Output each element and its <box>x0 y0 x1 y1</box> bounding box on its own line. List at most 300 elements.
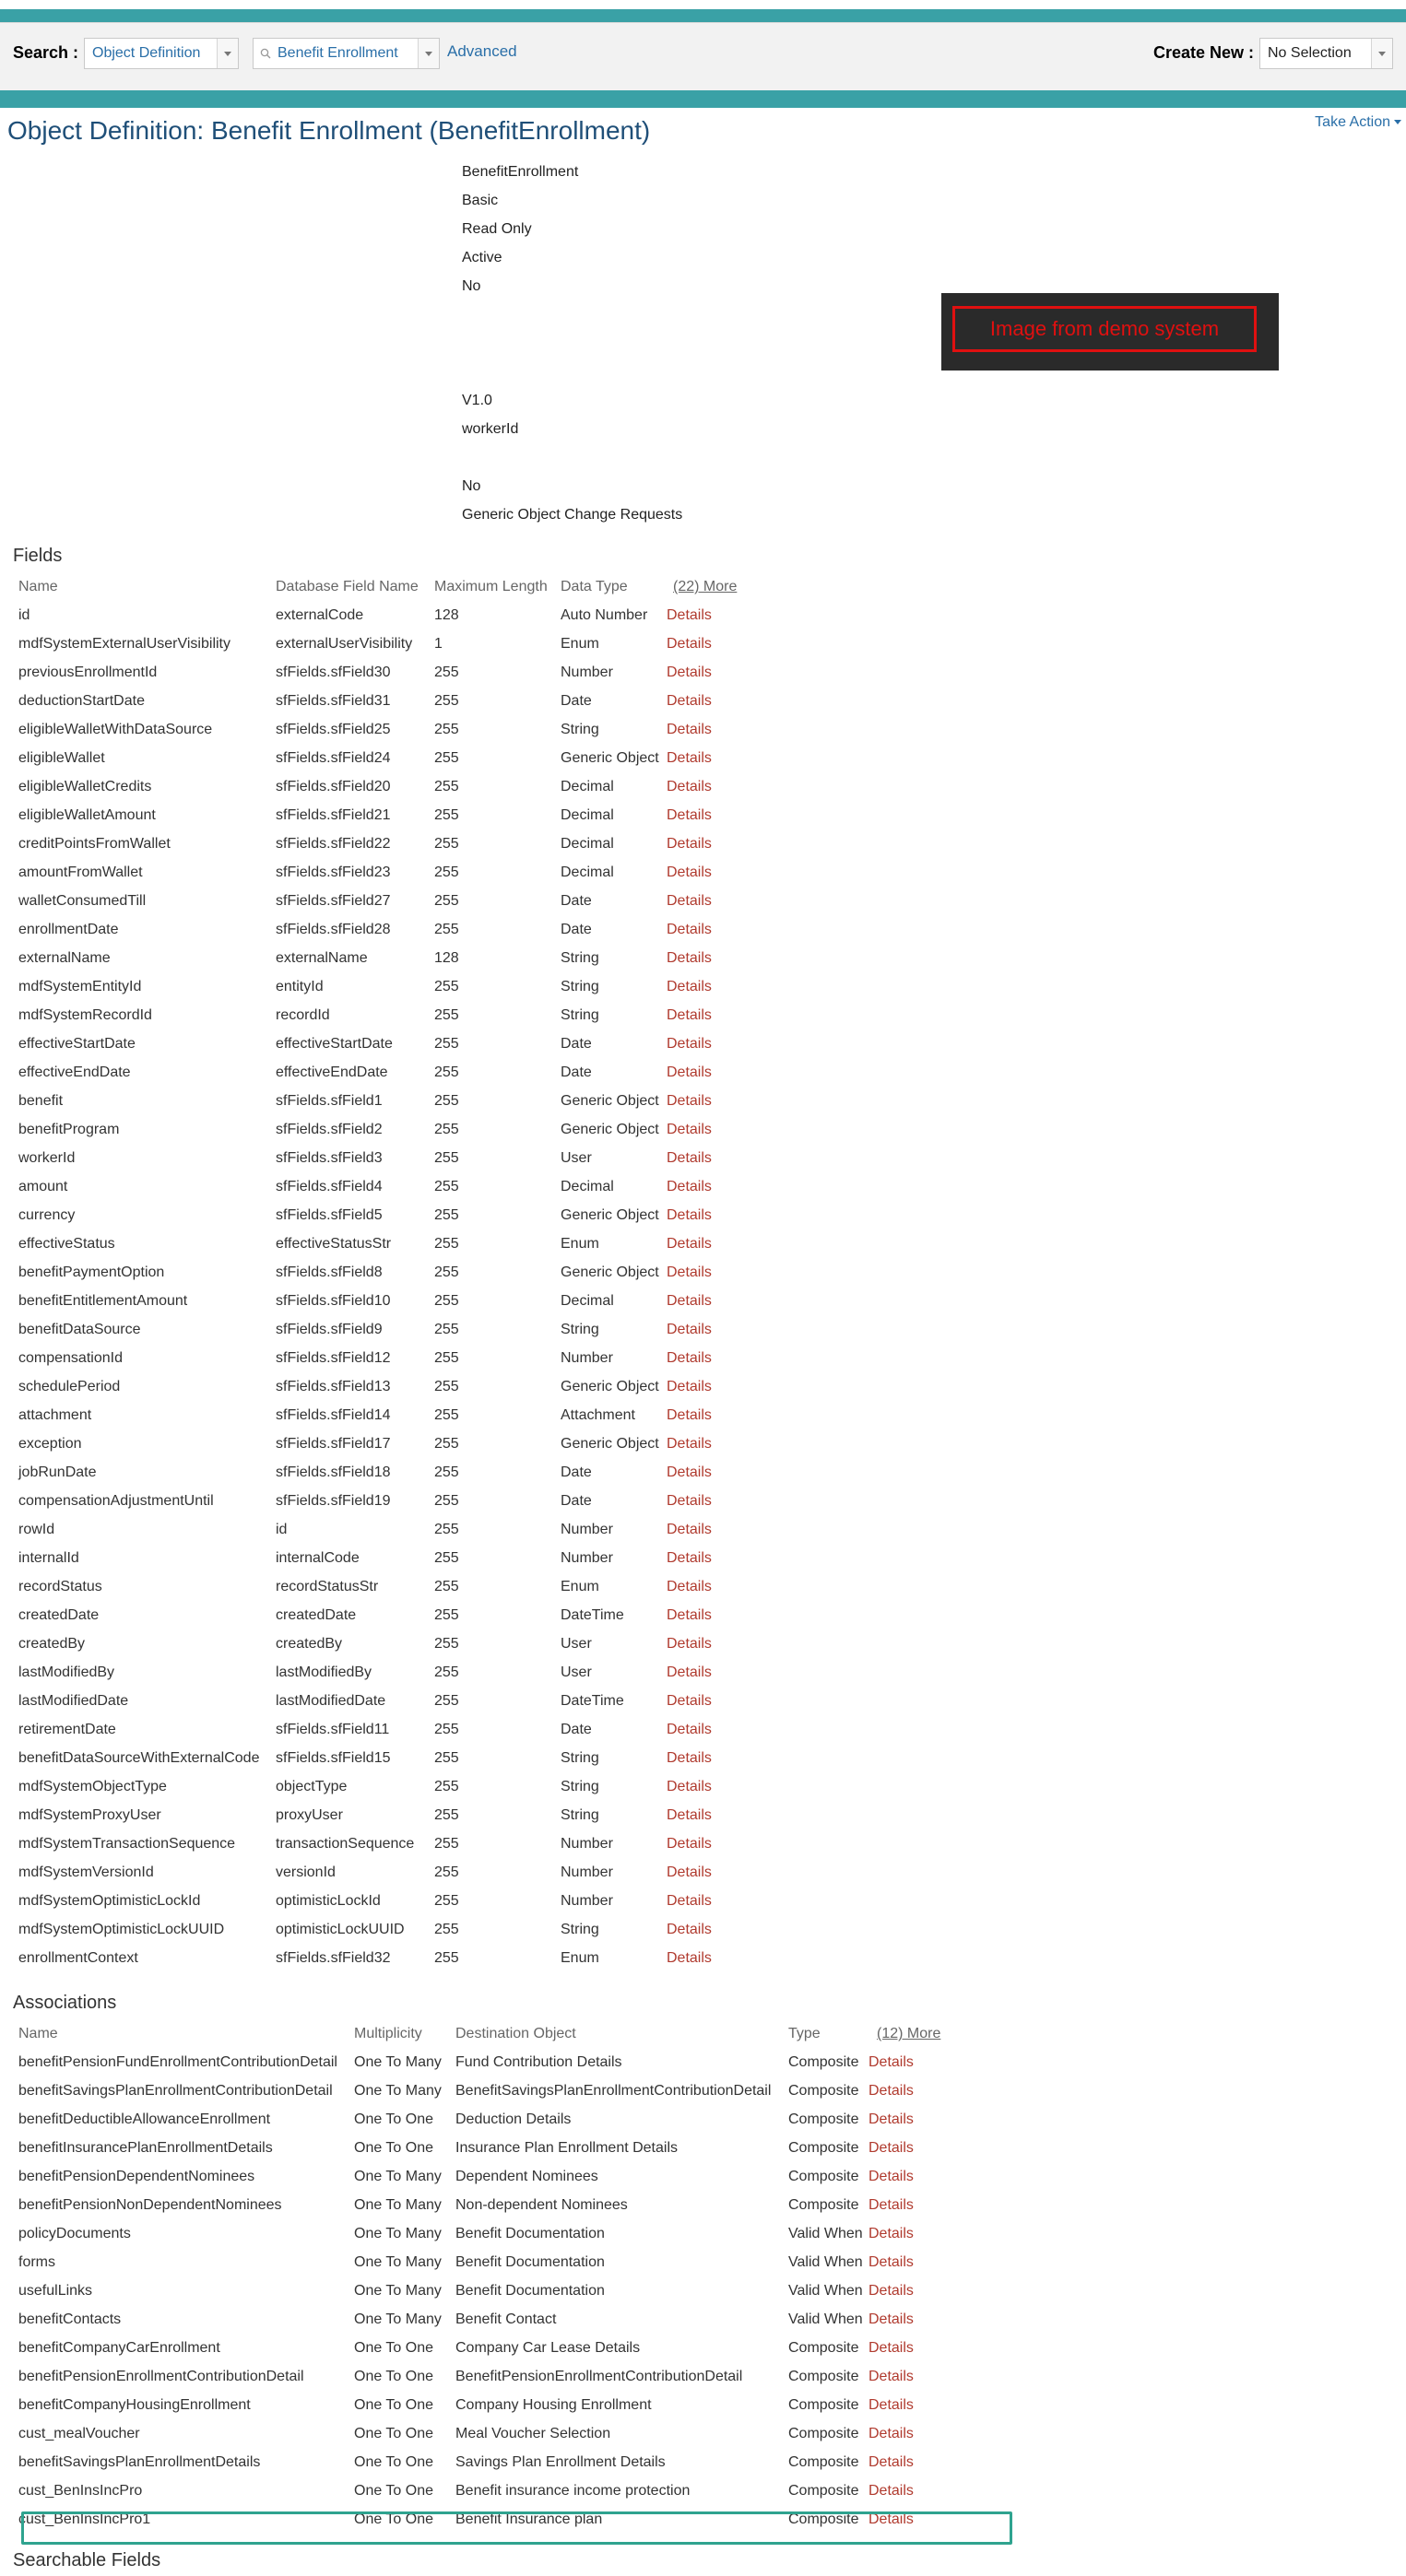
details-link[interactable]: Details <box>667 1493 712 1509</box>
field-row-cell: sfFields.sfField8 <box>276 1264 383 1280</box>
property-row <box>0 421 830 450</box>
field-row-cell: 255 <box>434 1922 459 1937</box>
association-row-cell: One To Many <box>354 2254 442 2270</box>
association-row-cell: benefitSavingsPlanEnrollmentDetails <box>18 2454 261 2470</box>
association-row-cell: benefitCompanyHousingEnrollment <box>18 2397 251 2413</box>
field-row-cell: eligibleWalletCredits <box>18 779 152 794</box>
field-row-cell: sfFields.sfField5 <box>276 1207 383 1223</box>
field-row-cell: mdfSystemOptimisticLockUUID <box>18 1922 225 1937</box>
association-row-cell: Benefit Contact <box>455 2311 557 2327</box>
details-link[interactable]: Details <box>667 1379 712 1394</box>
association-row-cell: BenefitPensionEnrollmentContributionDetail <box>455 2369 743 2384</box>
field-row-cell: objectType <box>276 1779 348 1794</box>
field-row-cell: createdDate <box>276 1607 357 1623</box>
field-row-cell: 255 <box>434 1093 459 1109</box>
association-row-cell: Dependent Nominees <box>455 2169 598 2184</box>
details-link[interactable]: Details <box>667 1350 712 1366</box>
details-link[interactable]: Details <box>667 1779 712 1794</box>
field-row-cell: internalId <box>18 1550 79 1566</box>
bottom-accent-bar <box>0 90 1406 108</box>
details-link[interactable]: Details <box>667 1264 712 1280</box>
association-row-cell: Benefit Insurance plan <box>455 2511 603 2527</box>
field-row-cell: String <box>561 1322 599 1337</box>
association-row-cell: benefitInsurancePlanEnrollmentDetails <box>18 2140 273 2156</box>
details-link[interactable]: Details <box>868 2397 914 2413</box>
association-row-cell: One To One <box>354 2511 433 2527</box>
field-row-cell: Date <box>561 1722 592 1737</box>
field-row-cell: 255 <box>434 1779 459 1794</box>
field-row-cell: sfFields.sfField13 <box>276 1379 391 1394</box>
advanced-search-link[interactable]: Advanced <box>447 42 517 60</box>
details-link[interactable]: Details <box>667 1065 712 1080</box>
details-link[interactable]: Details <box>667 1464 712 1480</box>
association-row-cell: Valid When <box>788 2226 863 2241</box>
field-row-cell: sfFields.sfField23 <box>276 865 391 880</box>
field-row-cell: mdfSystemVersionId <box>18 1864 154 1880</box>
details-link[interactable]: Details <box>868 2111 914 2127</box>
field-row-cell: String <box>561 1807 599 1823</box>
field-row-cell: Decimal <box>561 807 614 823</box>
field-row-cell: sfFields.sfField22 <box>276 836 391 852</box>
field-row-cell: User <box>561 1664 592 1680</box>
field-row-cell: Generic Object <box>561 1122 659 1137</box>
details-link[interactable]: Details <box>667 779 712 794</box>
details-link[interactable]: Details <box>667 1636 712 1652</box>
details-link[interactable]: Details <box>868 2169 914 2184</box>
field-row-cell: effectiveStartDate <box>18 1036 136 1052</box>
association-row-cell: benefitPensionFundEnrollmentContributionDetail <box>18 2054 337 2070</box>
field-row-cell: sfFields.sfField17 <box>276 1436 391 1452</box>
search-input[interactable] <box>253 38 440 69</box>
property-row <box>0 221 830 250</box>
details-link[interactable]: Details <box>667 1550 712 1566</box>
field-row-cell: String <box>561 1922 599 1937</box>
associations-header-cell: Destination Object <box>455 2026 576 2041</box>
field-row-cell: 255 <box>434 1550 459 1566</box>
field-row-cell: 255 <box>434 1464 459 1480</box>
field-row-cell: 255 <box>434 893 459 909</box>
association-row-cell: benefitPensionDependentNominees <box>18 2169 255 2184</box>
field-row-cell: internalCode <box>276 1550 360 1566</box>
field-row-cell: DateTime <box>561 1693 624 1709</box>
association-row-cell: One To One <box>354 2140 433 2156</box>
create-new-label: Create New : <box>1153 43 1255 62</box>
field-row-cell: proxyUser <box>276 1807 343 1823</box>
chevron-down-icon[interactable] <box>1371 39 1392 68</box>
create-new-select[interactable] <box>1259 38 1393 69</box>
field-row-cell: String <box>561 979 599 994</box>
field-row-cell: 255 <box>434 1807 459 1823</box>
associations-more-link[interactable]: (12) More <box>877 2026 941 2041</box>
association-row-cell: forms <box>18 2254 55 2270</box>
details-link[interactable]: Details <box>667 1007 712 1023</box>
field-row-cell: compensationAdjustmentUntil <box>18 1493 214 1509</box>
details-link[interactable]: Details <box>868 2083 914 2099</box>
field-row-cell: 255 <box>434 1607 459 1623</box>
details-link[interactable]: Details <box>667 836 712 852</box>
field-row-cell: DateTime <box>561 1607 624 1623</box>
field-row-cell: effectiveEndDate <box>276 1065 388 1080</box>
details-link[interactable]: Details <box>667 807 712 823</box>
fields-header-cell: Data Type <box>561 579 628 594</box>
association-row-cell: benefitSavingsPlanEnrollmentContributionDetail <box>18 2083 333 2099</box>
association-row-cell: One To Many <box>354 2197 442 2213</box>
details-link[interactable]: Details <box>667 1836 712 1852</box>
association-row-cell: Benefit Documentation <box>455 2226 605 2241</box>
details-link[interactable]: Details <box>667 750 712 766</box>
demo-banner-text: Image from demo system <box>952 306 1257 352</box>
details-link[interactable]: Details <box>868 2369 914 2384</box>
association-row-cell: One To Many <box>354 2169 442 2184</box>
property-value: Read Only <box>462 221 532 237</box>
field-row-cell: String <box>561 1750 599 1766</box>
field-row-cell: Decimal <box>561 1179 614 1194</box>
field-row-cell: amount <box>18 1179 68 1194</box>
take-action-menu[interactable] <box>1315 114 1401 131</box>
chevron-down-icon[interactable] <box>418 39 439 68</box>
details-link[interactable]: Details <box>667 607 712 623</box>
field-row-cell: Decimal <box>561 836 614 852</box>
association-row-cell: benefitContacts <box>18 2311 122 2327</box>
field-row-cell: Generic Object <box>561 1264 659 1280</box>
field-row-cell: Enum <box>561 1950 599 1966</box>
field-row-cell: createdBy <box>276 1636 343 1652</box>
field-row-cell: Number <box>561 1893 613 1909</box>
field-row-cell: 255 <box>434 922 459 937</box>
details-link[interactable]: Details <box>667 1407 712 1423</box>
field-row-cell: 255 <box>434 1293 459 1309</box>
associations-header-cell: Multiplicity <box>354 2026 422 2041</box>
field-row-cell: Date <box>561 893 592 909</box>
association-row-cell: One To Many <box>354 2226 442 2241</box>
field-row-cell: benefitPaymentOption <box>18 1264 165 1280</box>
property-value: Active <box>462 250 502 265</box>
details-link[interactable]: Details <box>868 2140 914 2156</box>
field-row-cell: 255 <box>434 1236 459 1252</box>
details-link[interactable]: Details <box>667 1293 712 1309</box>
field-row-cell: Number <box>561 1550 613 1566</box>
field-row-cell: benefitProgram <box>18 1122 120 1137</box>
association-row-cell: Fund Contribution Details <box>455 2054 622 2070</box>
association-row-cell: One To Many <box>354 2283 442 2299</box>
field-row-cell: effectiveStatus <box>18 1236 115 1252</box>
field-row-cell: Number <box>561 1836 613 1852</box>
field-row-cell: compensationId <box>18 1350 123 1366</box>
search-panel <box>0 22 1406 91</box>
field-row-cell: sfFields.sfField21 <box>276 807 391 823</box>
field-row-cell: effectiveStatusStr <box>276 1236 392 1252</box>
association-row-cell: usefulLinks <box>18 2283 93 2299</box>
field-row-cell: amountFromWallet <box>18 865 143 880</box>
details-link[interactable]: Details <box>667 1236 712 1252</box>
field-row-cell: sfFields.sfField32 <box>276 1950 391 1966</box>
field-row-cell: 255 <box>434 865 459 880</box>
fields-header-cell: Name <box>18 579 58 594</box>
association-row-cell: One To Many <box>354 2311 442 2327</box>
field-row-cell: mdfSystemExternalUserVisibility <box>18 636 230 652</box>
association-row-cell: Valid When <box>788 2283 863 2299</box>
search-type-select[interactable] <box>84 38 239 69</box>
property-value: No <box>462 478 481 494</box>
field-row-cell: 255 <box>434 1436 459 1452</box>
field-row-cell: walletConsumedTill <box>18 893 147 909</box>
field-row-cell: benefit <box>18 1093 64 1109</box>
field-row-cell: sfFields.sfField28 <box>276 922 391 937</box>
association-row-cell: One To Many <box>354 2083 442 2099</box>
field-row-cell: optimisticLockId <box>276 1893 381 1909</box>
field-row-cell: sfFields.sfField15 <box>276 1750 391 1766</box>
field-row-cell: mdfSystemTransactionSequence <box>18 1836 236 1852</box>
field-row-cell: Date <box>561 1065 592 1080</box>
field-row-cell: externalName <box>18 950 111 966</box>
association-row-cell: Composite <box>788 2111 859 2127</box>
field-row-cell: lastModifiedDate <box>276 1693 386 1709</box>
property-value: V1.0 <box>462 393 492 408</box>
details-link[interactable]: Details <box>667 865 712 880</box>
details-link[interactable]: Details <box>667 893 712 909</box>
details-link[interactable]: Details <box>868 2254 914 2270</box>
details-link[interactable]: Details <box>667 722 712 737</box>
field-row-cell: jobRunDate <box>18 1464 97 1480</box>
details-link[interactable]: Details <box>667 1522 712 1537</box>
association-row-cell: One To One <box>354 2397 433 2413</box>
field-row-cell: sfFields.sfField9 <box>276 1322 383 1337</box>
field-row-cell: deductionStartDate <box>18 693 145 709</box>
demo-banner <box>941 293 1279 371</box>
create-new-value: No Selection <box>1268 45 1352 61</box>
details-link[interactable]: Details <box>667 1179 712 1194</box>
field-row-cell: Date <box>561 922 592 937</box>
field-row-cell: 255 <box>434 1750 459 1766</box>
field-row-cell: Enum <box>561 1236 599 1252</box>
details-link[interactable]: Details <box>667 922 712 937</box>
searchable-fields-section-title: Searchable Fields <box>13 2550 161 2570</box>
field-row-cell: enrollmentDate <box>18 922 119 937</box>
property-row <box>0 250 830 278</box>
field-row-cell: sfFields.sfField19 <box>276 1493 391 1509</box>
details-link[interactable]: Details <box>868 2511 914 2527</box>
details-link[interactable]: Details <box>667 950 712 966</box>
field-row-cell: entityId <box>276 979 324 994</box>
row-highlight-box <box>21 2511 1012 2545</box>
field-row-cell: 255 <box>434 1350 459 1366</box>
details-link[interactable]: Details <box>667 636 712 652</box>
field-row-cell: transactionSequence <box>276 1836 415 1852</box>
field-row-cell: 255 <box>434 722 459 737</box>
details-link[interactable]: Details <box>868 2226 914 2241</box>
association-row-cell: Non-dependent Nominees <box>455 2197 628 2213</box>
field-row-cell: createdDate <box>18 1607 100 1623</box>
field-row-cell: Generic Object <box>561 1436 659 1452</box>
details-link[interactable]: Details <box>667 1693 712 1709</box>
details-link[interactable]: Details <box>667 1950 712 1966</box>
details-link[interactable]: Details <box>667 1150 712 1166</box>
association-row-cell: policyDocuments <box>18 2226 131 2241</box>
association-row-cell: Composite <box>788 2454 859 2470</box>
field-row-cell: workerId <box>18 1150 76 1166</box>
details-link[interactable]: Details <box>667 1579 712 1594</box>
association-row-cell: Deduction Details <box>455 2111 572 2127</box>
field-row-cell: 255 <box>434 1065 459 1080</box>
details-link[interactable]: Details <box>868 2283 914 2299</box>
field-row-cell: retirementDate <box>18 1722 116 1737</box>
caret-down-icon <box>1394 120 1401 124</box>
property-row <box>0 478 830 507</box>
fields-header-cell: Maximum Length <box>434 579 548 594</box>
association-row-cell: One To One <box>354 2340 433 2356</box>
field-row-cell: recordStatus <box>18 1579 102 1594</box>
details-link[interactable]: Details <box>868 2197 914 2213</box>
search-input-value: Benefit Enrollment <box>278 45 398 61</box>
details-link[interactable]: Details <box>868 2340 914 2356</box>
field-row-cell: 255 <box>434 979 459 994</box>
field-row-cell: creditPointsFromWallet <box>18 836 171 852</box>
details-link[interactable]: Details <box>868 2054 914 2070</box>
field-row-cell: 255 <box>434 693 459 709</box>
field-row-cell: Generic Object <box>561 1379 659 1394</box>
property-value: BenefitEnrollment <box>462 164 579 180</box>
field-row-cell: Date <box>561 1464 592 1480</box>
association-row-cell: Benefit Documentation <box>455 2283 605 2299</box>
details-link[interactable]: Details <box>667 979 712 994</box>
details-link[interactable]: Details <box>667 1722 712 1737</box>
field-row-cell: Attachment <box>561 1407 635 1423</box>
association-row-cell: Composite <box>788 2511 859 2527</box>
field-row-cell: mdfSystemObjectType <box>18 1779 167 1794</box>
association-row-cell: benefitCompanyCarEnrollment <box>18 2340 220 2356</box>
details-link[interactable]: Details <box>667 1322 712 1337</box>
association-row-cell: benefitPensionNonDependentNominees <box>18 2197 282 2213</box>
property-row <box>0 507 830 535</box>
association-row-cell: Valid When <box>788 2254 863 2270</box>
association-row-cell: Composite <box>788 2369 859 2384</box>
association-row-cell: One To One <box>354 2111 433 2127</box>
field-row-cell: User <box>561 1636 592 1652</box>
association-row-cell: Composite <box>788 2197 859 2213</box>
field-row-cell: benefitEntitlementAmount <box>18 1293 188 1309</box>
field-row-cell: externalUserVisibility <box>276 636 413 652</box>
association-row-cell: Company Car Lease Details <box>455 2340 641 2356</box>
details-link[interactable]: Details <box>667 1122 712 1137</box>
details-link[interactable]: Details <box>868 2311 914 2327</box>
details-link[interactable]: Details <box>667 693 712 709</box>
field-row-cell: String <box>561 1007 599 1023</box>
details-link[interactable]: Details <box>667 1922 712 1937</box>
chevron-down-icon[interactable] <box>217 39 238 68</box>
details-link[interactable]: Details <box>667 1864 712 1880</box>
field-row-cell: exception <box>18 1436 82 1452</box>
field-row-cell: Decimal <box>561 865 614 880</box>
field-row-cell: 255 <box>434 779 459 794</box>
details-link[interactable]: Details <box>667 1807 712 1823</box>
association-row-cell: Composite <box>788 2083 859 2099</box>
field-row-cell: 255 <box>434 1864 459 1880</box>
fields-more-link[interactable]: (22) More <box>673 579 738 594</box>
field-row-cell: recordId <box>276 1007 330 1023</box>
field-row-cell: mdfSystemRecordId <box>18 1007 152 1023</box>
details-link[interactable]: Details <box>868 2483 914 2499</box>
field-row-cell: benefitDataSourceWithExternalCode <box>18 1750 260 1766</box>
field-row-cell: String <box>561 722 599 737</box>
association-row-cell: Savings Plan Enrollment Details <box>455 2454 666 2470</box>
field-row-cell: Decimal <box>561 1293 614 1309</box>
association-row-cell: Insurance Plan Enrollment Details <box>455 2140 679 2156</box>
field-row-cell: Date <box>561 1036 592 1052</box>
field-row-cell: 255 <box>434 1693 459 1709</box>
fields-header-cell: Database Field Name <box>276 579 419 594</box>
details-link[interactable]: Details <box>667 665 712 680</box>
field-row-cell: optimisticLockUUID <box>276 1922 405 1937</box>
association-row-cell: benefitDeductibleAllowanceEnrollment <box>18 2111 271 2127</box>
details-link[interactable]: Details <box>667 1893 712 1909</box>
field-row-cell: currency <box>18 1207 76 1223</box>
details-link[interactable]: Details <box>667 1093 712 1109</box>
details-link[interactable]: Details <box>868 2426 914 2441</box>
details-link[interactable]: Details <box>868 2454 914 2470</box>
field-row-cell: lastModifiedBy <box>276 1664 372 1680</box>
page-title: Object Definition: Benefit Enrollment (BenefitEnrollment) <box>7 116 651 145</box>
details-link[interactable]: Details <box>667 1750 712 1766</box>
association-row-cell: cust_BenInsIncPro1 <box>18 2511 151 2527</box>
field-row-cell: User <box>561 1150 592 1166</box>
field-row-cell: 255 <box>434 1036 459 1052</box>
property-row <box>0 307 830 335</box>
association-row-cell: Composite <box>788 2054 859 2070</box>
details-link[interactable]: Details <box>667 1436 712 1452</box>
field-row-cell: 1 <box>434 636 443 652</box>
association-row-cell: BenefitSavingsPlanEnrollmentContributionDetail <box>455 2083 772 2099</box>
property-row <box>0 450 830 478</box>
property-value: Basic <box>462 193 499 208</box>
field-row-cell: createdBy <box>18 1636 86 1652</box>
field-row-cell: 255 <box>434 1836 459 1852</box>
field-row-cell: 128 <box>434 950 459 966</box>
property-row <box>0 364 830 393</box>
field-row-cell: lastModifiedDate <box>18 1693 129 1709</box>
field-row-cell: Generic Object <box>561 1093 659 1109</box>
details-link[interactable]: Details <box>667 1036 712 1052</box>
field-row-cell: eligibleWallet <box>18 750 105 766</box>
details-link[interactable]: Details <box>667 1207 712 1223</box>
property-value: workerId <box>462 421 519 437</box>
field-row-cell: 255 <box>434 836 459 852</box>
field-row-cell: Number <box>561 665 613 680</box>
field-row-cell: previousEnrollmentId <box>18 665 158 680</box>
association-row-cell: Composite <box>788 2483 859 2499</box>
property-value: Generic Object Change Requests <box>462 507 683 523</box>
field-row-cell: sfFields.sfField1 <box>276 1093 383 1109</box>
field-row-cell: mdfSystemEntityId <box>18 979 142 994</box>
field-row-cell: 255 <box>434 1379 459 1394</box>
field-row-cell: Auto Number <box>561 607 648 623</box>
field-row-cell: Number <box>561 1864 613 1880</box>
field-row-cell: effectiveEndDate <box>18 1065 131 1080</box>
associations-header-cell: Type <box>788 2026 821 2041</box>
top-accent-bar <box>0 9 1406 22</box>
field-row-cell: 255 <box>434 1893 459 1909</box>
field-row-cell: benefitDataSource <box>18 1322 141 1337</box>
field-row-cell: Generic Object <box>561 1207 659 1223</box>
field-row-cell: schedulePeriod <box>18 1379 121 1394</box>
field-row-cell: 255 <box>434 1722 459 1737</box>
association-row-cell: Composite <box>788 2426 859 2441</box>
field-row-cell: attachment <box>18 1407 92 1423</box>
details-link[interactable]: Details <box>667 1607 712 1623</box>
field-row-cell: sfFields.sfField20 <box>276 779 391 794</box>
field-row-cell: recordStatusStr <box>276 1579 379 1594</box>
field-row-cell: 255 <box>434 1579 459 1594</box>
details-link[interactable]: Details <box>667 1664 712 1680</box>
